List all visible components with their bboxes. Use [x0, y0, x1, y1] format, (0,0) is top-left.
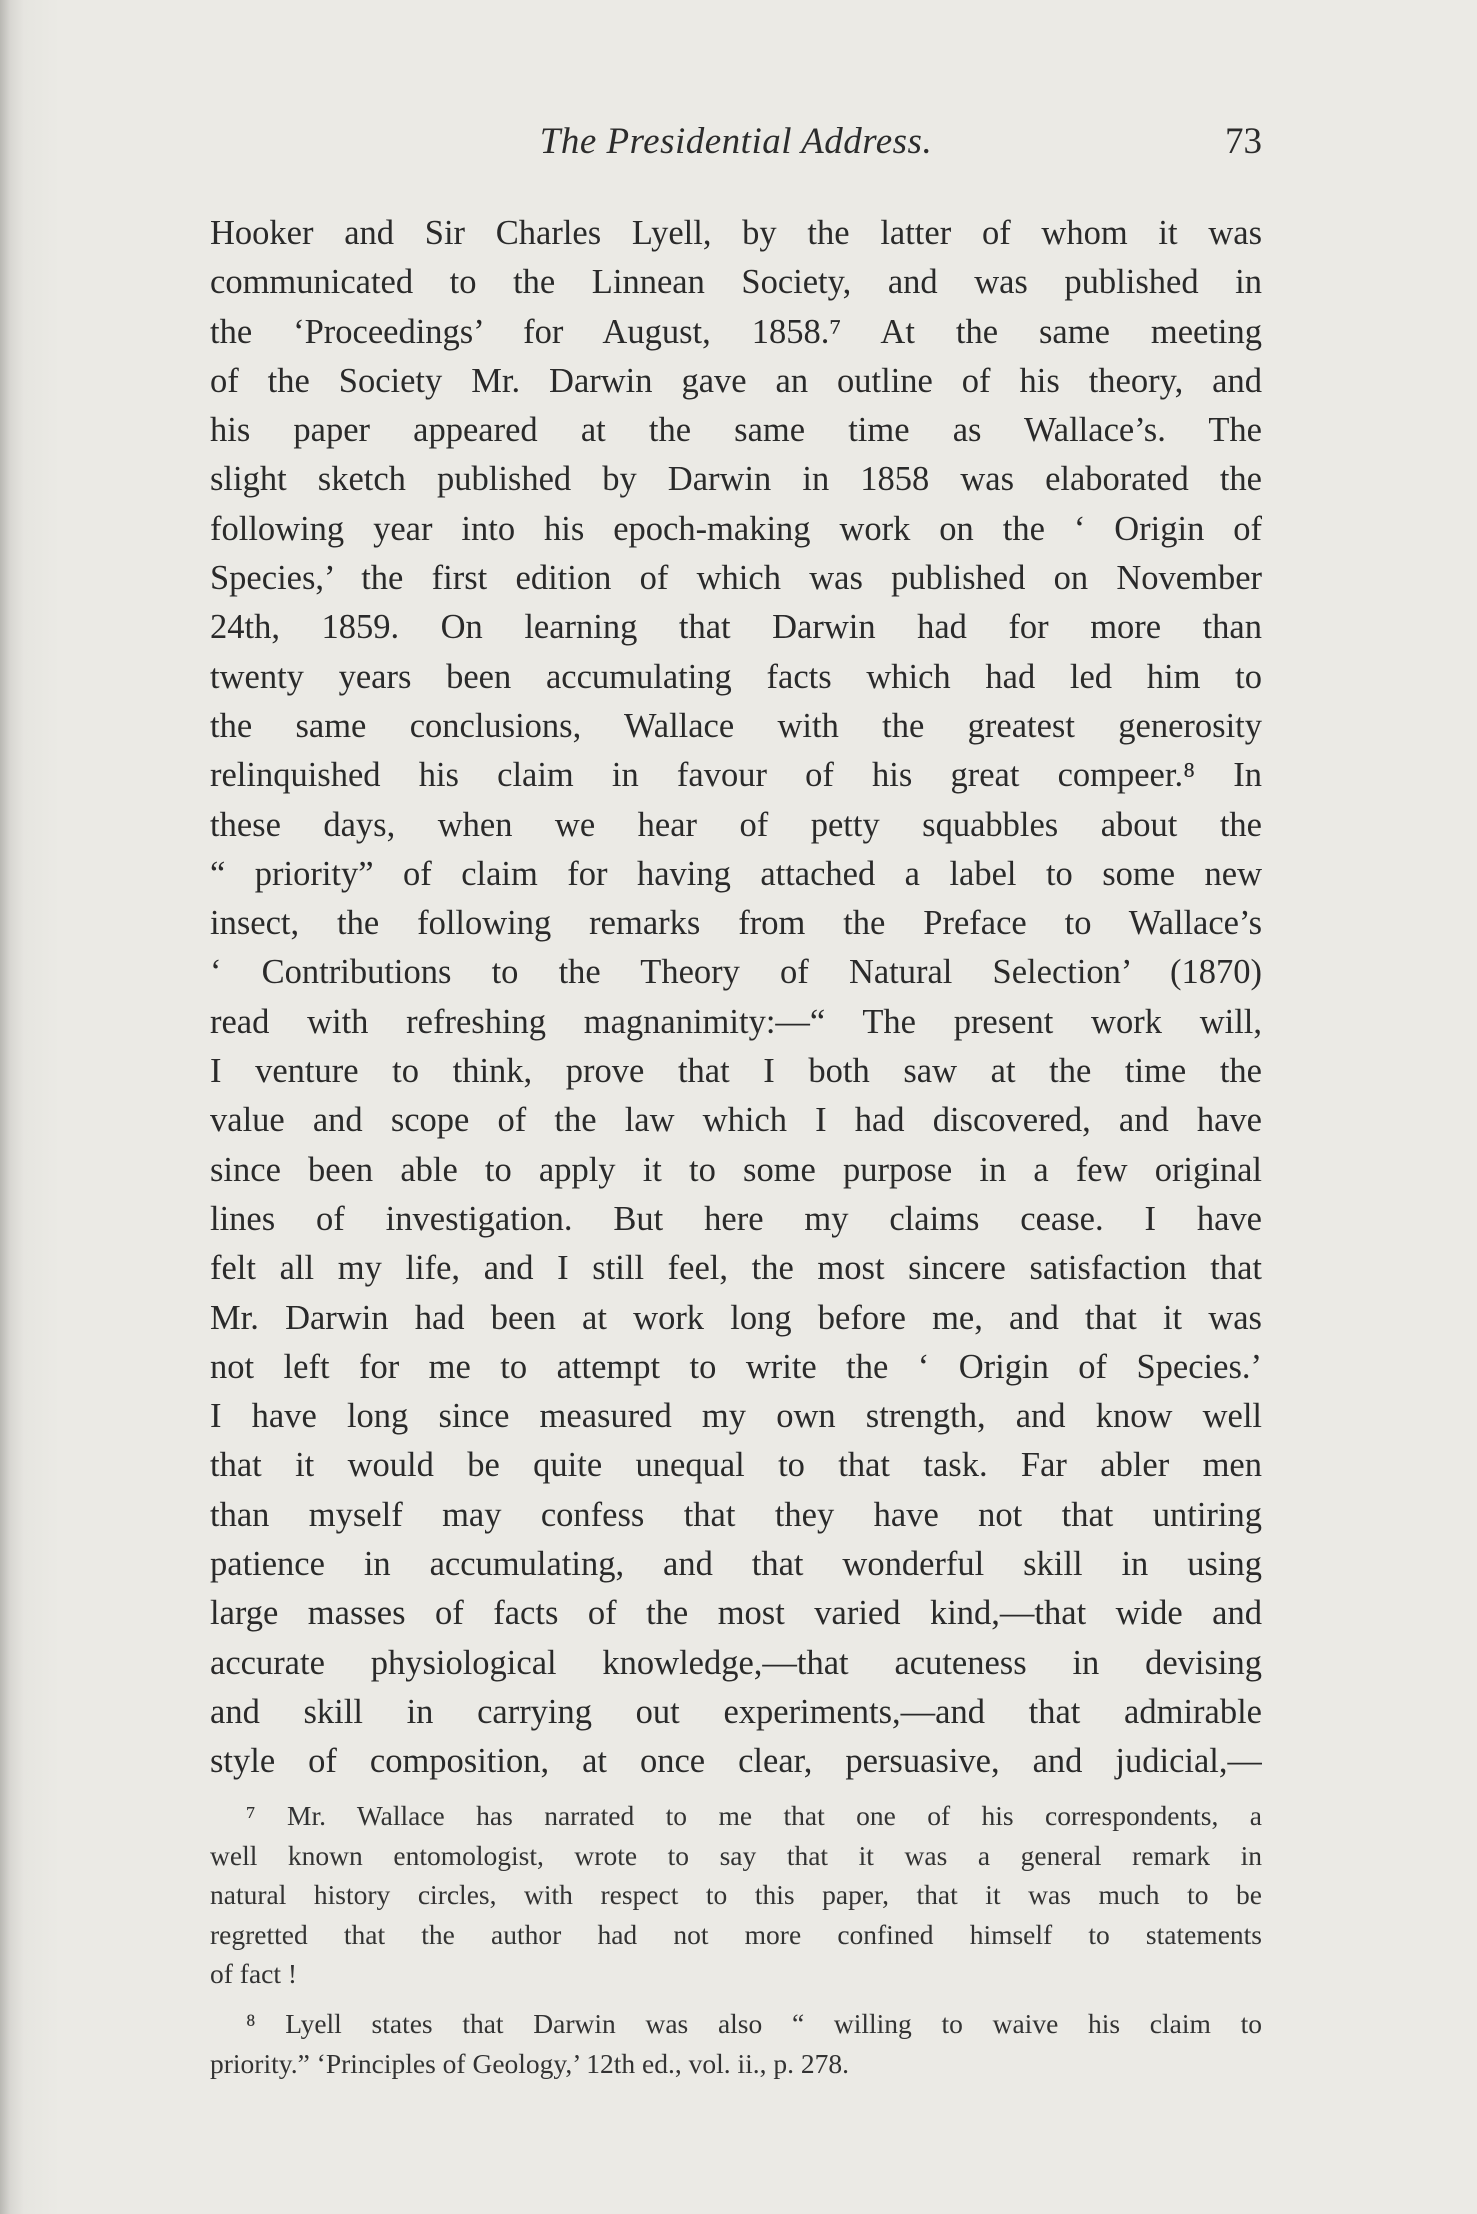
text-line: Hooker and Sir Charles Lyell, by the latter of whom it was [210, 214, 1262, 252]
text-line: since been able to apply it to some purpose in a few original [210, 1150, 1262, 1189]
text-line: insect, the following remarks from the Preface to Wallace’s [210, 904, 1262, 943]
text-line: Mr. Darwin had been at work long before me, and that it was [210, 1298, 1262, 1337]
text-line: patience in accumulating, and that wonderful skill in using [210, 1545, 1262, 1584]
text-line: large masses of facts of the most varied kind,—that wide and [210, 1594, 1262, 1633]
text-line: communicated to the Linnean Society, and was published in [210, 263, 1262, 302]
text-line: and skill in carrying out experiments,—and that admirable [210, 1692, 1262, 1731]
text-line: not left for me to attempt to write the ‘ Origin of Species.’ [210, 1347, 1262, 1386]
text-line: of the Society Mr. Darwin gave an outline of his theory, and [210, 361, 1262, 400]
footnote-line: ⁸ Lyell states that Darwin was also “ willing to waive his claim to [246, 2007, 1262, 2039]
footnote-line: natural history circles, with respect to this paper, that it was much to be [210, 1879, 1262, 1911]
text-line: Species,’ the first edition of which was published on November [210, 559, 1262, 598]
page-number: 73 [1225, 121, 1262, 162]
running-title: The Presidential Address. [539, 121, 933, 162]
text-line: ‘ Contributions to the Theory of Natural Selection’ (1870) [210, 953, 1262, 992]
text-line: style of composition, at once clear, persuasive, and judicial,— [210, 1742, 1262, 1781]
text-line: twenty years been accumulating facts which had led him to [210, 657, 1262, 696]
footnotes [210, 1796, 1262, 2083]
main-text [210, 209, 1262, 1787]
text-line: his paper appeared at the same time as Wallace’s. The [210, 411, 1262, 450]
footnote-line: priority.” ‘Principles of Geology,’ 12th ed., vol. ii., p. 278. [210, 2047, 850, 2079]
text-line: slight sketch published by Darwin in 1858 was elaborated the [210, 460, 1262, 499]
text-line: 24th, 1859. On learning that Darwin had for more than [210, 608, 1262, 647]
text-line: the same conclusions, Wallace with the greatest generosity [210, 706, 1262, 745]
footnote-line: of fact ! [210, 1958, 298, 1990]
footnote-line: ⁷ Mr. Wallace has narrated to me that one of his correspondents, a [246, 1800, 1262, 1831]
text-line: than myself may confess that they have not that untiring [210, 1495, 1262, 1534]
text-line: read with refreshing magnanimity:—“ The present work will, [210, 1002, 1262, 1041]
text-line: value and scope of the law which I had discovered, and have [210, 1101, 1262, 1140]
text-line: “ priority” of claim for having attached a label to some new [210, 854, 1262, 893]
text-line: the ‘Proceedings’ for August, 1858.⁷ At the same meeting [210, 312, 1262, 351]
text-line: these days, when we hear of petty squabbles about the [210, 805, 1262, 844]
text-line: lines of investigation. But here my claims cease. I have [210, 1199, 1262, 1238]
page-header [210, 120, 1262, 176]
text-line: relinquished his claim in favour of his great compeer.⁸ In [210, 756, 1262, 795]
footnote-line: well known entomologist, wrote to say that it was a general remark in [210, 1839, 1262, 1871]
footnote-line: regretted that the author had not more confined himself to statements [210, 1918, 1262, 1950]
text-line: felt all my life, and I still feel, the most sincere satisfaction that [210, 1249, 1262, 1288]
text-line: I venture to think, prove that I both saw at the time the [210, 1052, 1262, 1091]
text-line: following year into his epoch-making work on the ‘ Origin of [210, 509, 1262, 548]
footnote-8 [210, 2004, 1262, 2083]
text-line: accurate physiological knowledge,—that acuteness in devising [210, 1643, 1262, 1682]
text-line: I have long since measured my own strength, and know well [210, 1397, 1262, 1436]
footnote-7 [210, 1796, 1262, 1994]
text-line: that it would be quite unequal to that task. Far abler men [210, 1446, 1262, 1485]
